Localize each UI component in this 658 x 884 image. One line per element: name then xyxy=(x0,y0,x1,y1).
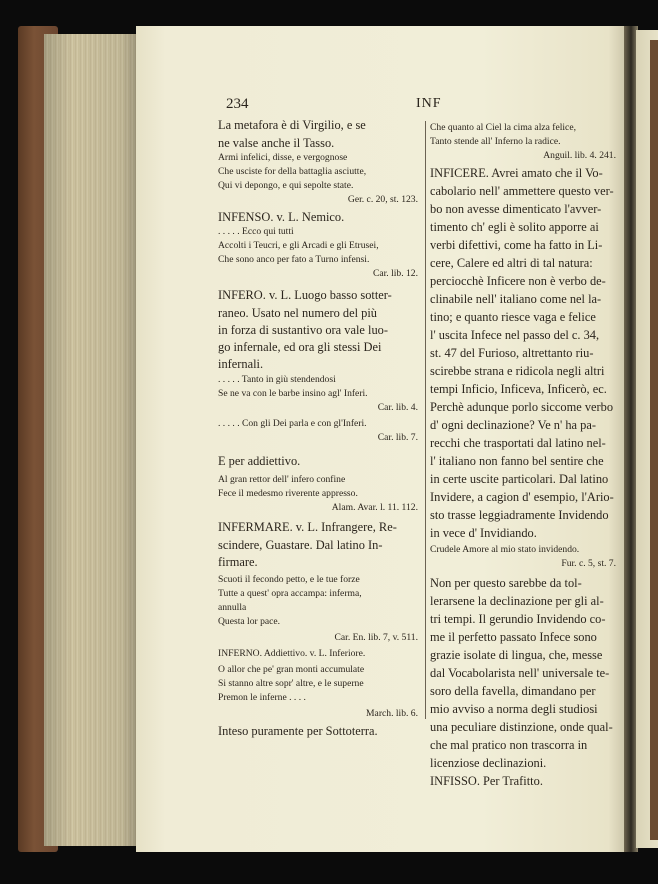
right-column-line: st. 47 del Furioso, altrettanto riu- xyxy=(430,346,594,360)
right-column-line: che mal pratico non trascorra in xyxy=(430,738,588,752)
left-column-line: INFENSO. v. L. Nemico. xyxy=(218,210,345,224)
left-column-line: Car. lib. 7. xyxy=(377,432,418,443)
left-column-line: raneo. Usato nel numero del più xyxy=(218,306,377,320)
left-column-line: Che usciste for della battaglia asciutte, xyxy=(218,166,367,177)
left-column-line: Car. En. lib. 7, v. 511. xyxy=(334,632,418,643)
left-column-line: Armi infelici, disse, e vergognose xyxy=(218,152,348,163)
left-column-line: Scuoti il fecondo petto, e le tue forze xyxy=(218,574,360,585)
right-column-line: in vece d' Invidiando. xyxy=(430,526,537,540)
page-edges xyxy=(44,34,140,846)
left-column-line: Ger. c. 20, st. 123. xyxy=(347,194,418,205)
left-column-line: Si stanno altre sopr' altre, e le superne xyxy=(218,678,364,689)
right-column-line: mio avviso a norma degli studiosi xyxy=(430,702,598,716)
right-column-line: cere, Calere ed altri di tal natura: xyxy=(430,256,593,270)
right-column-line: me il perfetto passato Infece sono xyxy=(430,630,597,644)
left-column-line: infernali. xyxy=(218,357,264,371)
left-column-line: Inteso puramente per Sottoterra. xyxy=(218,724,378,738)
left-column-line: Tutte a quest' opra accampa: inferma, xyxy=(218,588,362,599)
left-column-line: INFERO. v. L. Luogo basso sotter- xyxy=(218,288,392,302)
right-column-line: Che quanto al Ciel la cima alza felice, xyxy=(430,122,576,133)
right-column-line: d' ogni declinazione? Ve n' ha pa- xyxy=(430,418,596,432)
column-rule xyxy=(425,121,426,719)
right-column-line: soro della favella, dimandano per xyxy=(430,684,596,698)
right-column-line: licenziose declinazioni. xyxy=(430,756,547,770)
right-column-line: verbi difettivi, come ha fatto in Li- xyxy=(430,238,603,252)
running-head: INF xyxy=(416,96,442,111)
left-column-line: INFERMARE. v. L. Infrangere, Re- xyxy=(218,520,397,534)
left-column-line: Alam. Avar. l. 11. 112. xyxy=(331,502,418,513)
left-column-line: Questa lor pace. xyxy=(218,616,281,627)
left-column-line: in forza di sustantivo ora vale luo- xyxy=(218,323,388,337)
left-column-line: Car. lib. 4. xyxy=(377,402,418,413)
right-column-line: clinabile nell' italiano come nel la- xyxy=(430,292,602,306)
right-column-line: Anguil. lib. 4. 241. xyxy=(543,150,616,161)
right-column-line: una peculiare distinzione, onde qual- xyxy=(430,720,613,734)
right-column-line: Fur. c. 5, st. 7. xyxy=(561,558,616,569)
right-column-line: perciocchè Inficere non è verbo de- xyxy=(430,274,606,288)
left-column-line: Al gran rettor dell' infero confine xyxy=(218,474,346,485)
left-column-line: INFERNO. Addiettivo. v. L. Inferiore. xyxy=(218,648,366,659)
left-column-line: firmare. xyxy=(218,555,258,569)
right-column-line: l' italiano non fanno bel sentire che xyxy=(430,454,604,468)
right-column-line: INFISSO. Per Trafitto. xyxy=(430,774,543,788)
right-column-line: INFICERE. Avrei amato che il Vo- xyxy=(430,166,603,180)
left-column-line: Che sono anco per fato a Turno infensi. xyxy=(218,254,370,265)
left-column-line: . . . . . Ecco qui tutti xyxy=(218,226,294,237)
right-column-line: timento ch' egli è solito apporre ai xyxy=(430,220,599,234)
left-column-line: March. lib. 6. xyxy=(366,708,418,719)
right-column-line: sto trasse leggiadramente Invidendo xyxy=(430,508,609,522)
left-column-line: ne valse anche il Tasso. xyxy=(218,136,335,150)
left-column-line: Car. lib. 12. xyxy=(372,268,418,279)
right-column-line: lerarsene la declinazione per gli al- xyxy=(430,594,604,608)
left-column-line: Qui vi depongo, e qui sepolte state. xyxy=(218,180,354,191)
right-column-line: grazie isolate di lingua, che, messe xyxy=(430,648,603,662)
right-column-line: cabolario nell' ammettere questo ver- xyxy=(430,184,614,198)
left-column-line: annulla xyxy=(218,602,247,613)
page-header xyxy=(226,96,626,116)
left-column-line: O allor che pe' gran monti accumulate xyxy=(218,664,365,675)
left-column-line: go infernale, ed ora gli stessi Dei xyxy=(218,340,382,354)
right-column-line: Perchè adunque porlo siccome verbo xyxy=(430,400,614,414)
right-column-line: dal Vocabolarista nell' universale te- xyxy=(430,666,610,680)
right-column-line: Non per questo sarebbe da tol- xyxy=(430,576,582,590)
right-column-line: recchi che trasportati dal latino nel- xyxy=(430,436,606,450)
left-column-line: E per addiettivo. xyxy=(218,454,301,468)
right-column-line: in certe uscite particolari. Dal latino xyxy=(430,472,609,486)
left-column-line: . . . . . Tanto in giù stendendosi xyxy=(218,374,336,385)
book-cover-right xyxy=(650,40,658,840)
right-column-line: bo non avesse dimenticato l'avver- xyxy=(430,202,602,216)
left-column-line: . . . . . Con gli Dei parla e con gl'Inferi. xyxy=(218,418,367,429)
right-column-line: l' uscita Infece nel passo del c. 34, xyxy=(430,328,600,342)
right-column-line: tri tempi. Il gerundio Invidendo co- xyxy=(430,612,606,626)
page-number: 234 xyxy=(226,96,249,112)
right-column-line: tino; e quanto riesce vaga e felice xyxy=(430,310,596,324)
left-column-line: Premon le inferne . . . . xyxy=(218,692,306,703)
right-column-line: scirebbe strana e ridicola negli altri xyxy=(430,364,605,378)
left-column-line: Accolti i Teucri, e gli Arcadi e gli Etrusei, xyxy=(218,240,379,251)
left-column-line: scindere, Guastare. Dal latino In- xyxy=(218,538,383,552)
left-column-line: Se ne va con le barbe insino agl' Inferi. xyxy=(218,388,368,399)
left-column-line: Fece il medesmo riverente appresso. xyxy=(218,488,358,499)
right-column-line: Tanto stende all' Inferno la radice. xyxy=(430,136,561,147)
right-column-line: tempi Inficio, Inficeva, Inficerò, ec. xyxy=(430,382,607,396)
right-column-line: Invidere, a cagion d' esempio, l'Ario- xyxy=(430,490,614,504)
left-column-line: La metafora è di Virgilio, e se xyxy=(218,118,366,132)
right-column-line: Crudele Amore al mio stato invidendo. xyxy=(430,544,580,555)
